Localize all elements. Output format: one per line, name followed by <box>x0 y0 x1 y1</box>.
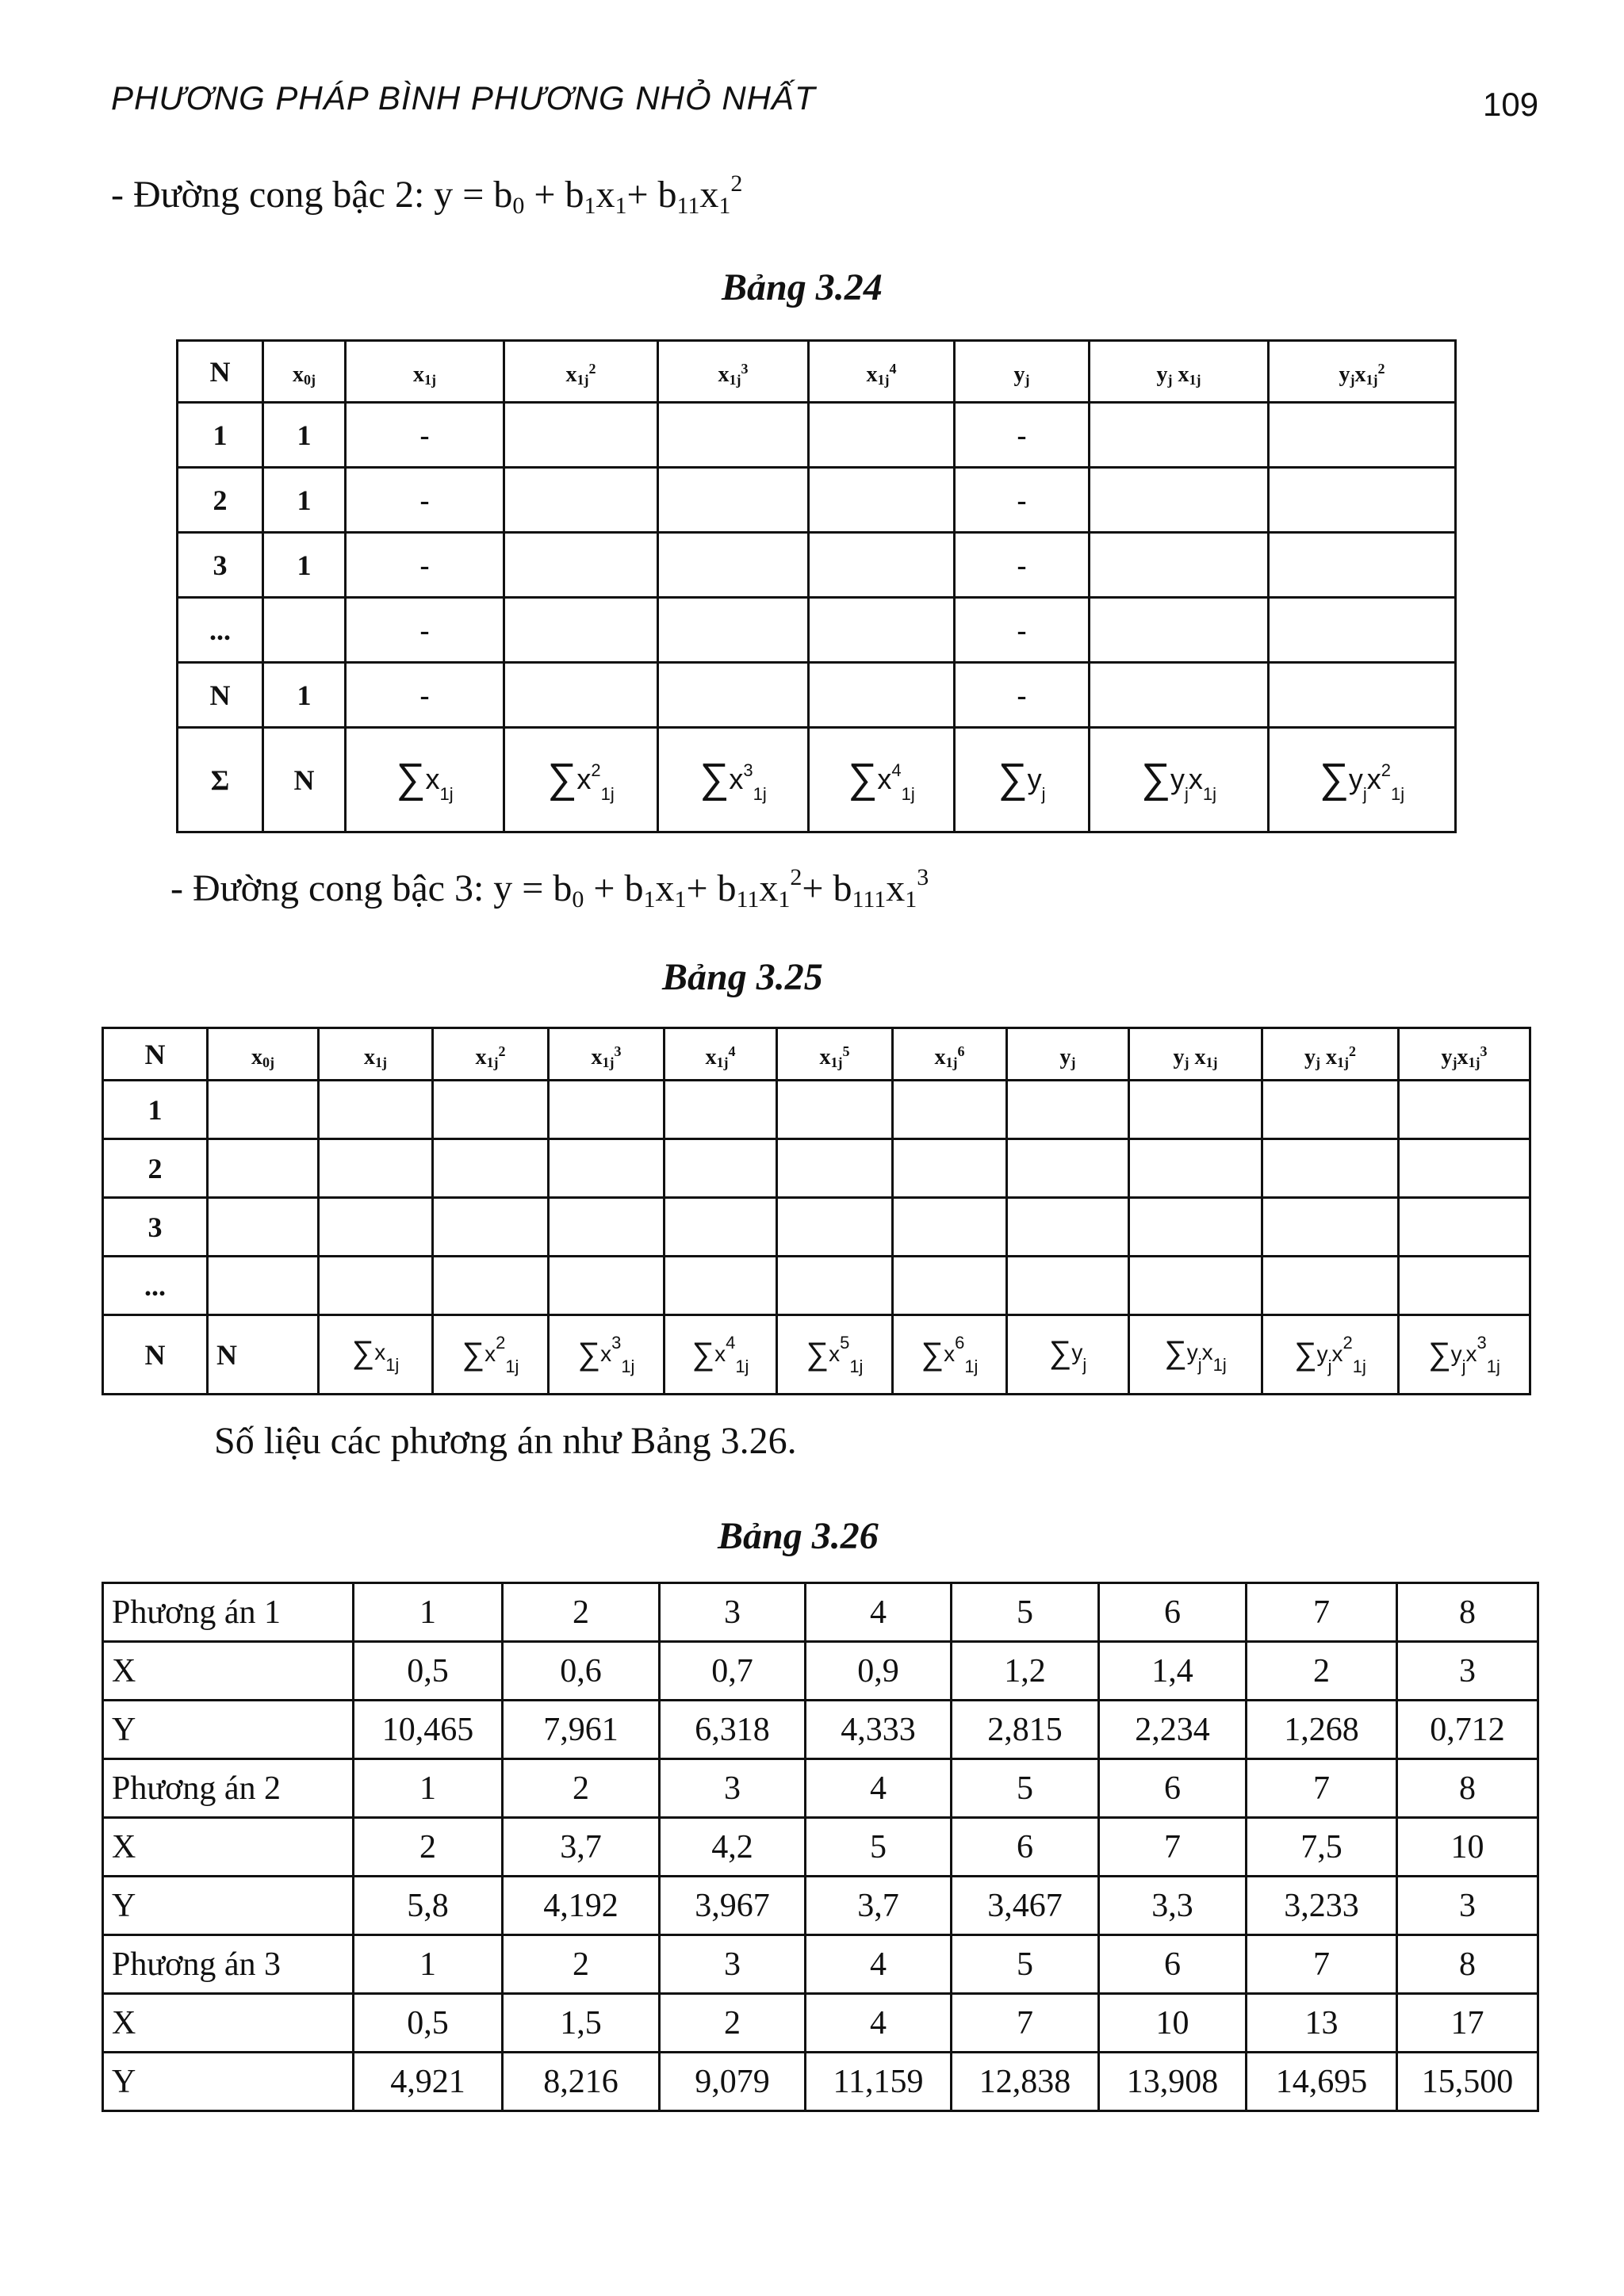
table-cell <box>208 1139 319 1198</box>
table-cell: 4,192 <box>503 1877 660 1935</box>
table-cell: 1,2 <box>952 1642 1099 1701</box>
table-cell: 4 <box>806 1583 952 1642</box>
table-cell <box>1399 1198 1530 1257</box>
table-cell <box>1090 468 1269 533</box>
table-cell: 2 <box>354 1818 503 1877</box>
running-title: PHƯƠNG PHÁP BÌNH PHƯƠNG NHỎ NHẤT <box>111 79 816 117</box>
table-cell: 6 <box>1099 1759 1247 1818</box>
table-cell: Y <box>103 2053 354 2111</box>
table-cell: 5 <box>806 1818 952 1877</box>
table-cell <box>1262 1198 1399 1257</box>
table-cell: 7 <box>1247 1583 1397 1642</box>
table-cell: 2 <box>503 1583 660 1642</box>
table-cell <box>433 1139 549 1198</box>
table-cell <box>504 663 658 728</box>
table-cell: 13,908 <box>1099 2053 1247 2111</box>
table-cell: 8 <box>1397 1935 1538 1994</box>
table-cell: 1,4 <box>1099 1642 1247 1701</box>
table-cell <box>658 598 809 663</box>
table-cell: 4 <box>806 1935 952 1994</box>
header-cell: $x_{0j}$ <box>208 1028 319 1081</box>
header-cell: $x_{1j}^4$ <box>665 1028 777 1081</box>
table-cell: 4 <box>806 1994 952 2053</box>
table-header-row <box>103 1028 1530 1081</box>
sum-cell: $\sum x^5_{1j}$ <box>777 1315 893 1395</box>
table-row <box>178 403 1456 468</box>
table-cell: Phương án 1 <box>103 1583 354 1642</box>
table-row <box>103 1583 1538 1642</box>
table-cell: 5 <box>952 1935 1099 1994</box>
table-cell <box>893 1081 1007 1139</box>
sum-cell: $\sum x_{1j}$ <box>346 728 504 832</box>
table-cell: 2,815 <box>952 1701 1099 1759</box>
table-cell: 17 <box>1397 1994 1538 2053</box>
table-3-25-caption: Bảng 3.25 <box>662 956 823 998</box>
table-cell <box>665 1198 777 1257</box>
header-cell: $x_{0j}$ <box>263 341 346 403</box>
table-cell: 1,5 <box>503 1994 660 2053</box>
table-cell: - <box>955 403 1090 468</box>
table-cell <box>1129 1139 1262 1198</box>
table-cell: 4,2 <box>660 1818 806 1877</box>
table-cell: 12,838 <box>952 2053 1099 2111</box>
table-cell: - <box>346 468 504 533</box>
table-cell: - <box>955 533 1090 598</box>
table-cell: 14,695 <box>1247 2053 1397 2111</box>
sum-cell: $\sum x^4_{1j}$ <box>665 1315 777 1395</box>
table-cell <box>1269 663 1456 728</box>
table-row <box>103 1935 1538 1994</box>
table-cell <box>208 1198 319 1257</box>
table-cell <box>809 403 955 468</box>
table-cell: 2,234 <box>1099 1701 1247 1759</box>
table-cell: - <box>346 663 504 728</box>
header-cell: N <box>103 1028 208 1081</box>
sum-row-label: Σ <box>178 728 263 832</box>
table-cell: 2 <box>503 1935 660 1994</box>
table-row <box>178 663 1456 728</box>
table-cell <box>665 1257 777 1315</box>
table-cell: 1 <box>263 468 346 533</box>
sum-cell: $\sum x^3_{1j}$ <box>658 728 809 832</box>
sum-cell: $\sum y_j$ <box>1007 1315 1129 1395</box>
table-cell: 0,9 <box>806 1642 952 1701</box>
table-cell <box>893 1139 1007 1198</box>
sum-cell: $\sum y_jx_{1j}$ <box>1129 1315 1262 1395</box>
table-cell <box>658 403 809 468</box>
sum-cell: $\sum x^3_{1j}$ <box>549 1315 665 1395</box>
table-cell: 0,5 <box>354 1642 503 1701</box>
table-cell: 3,3 <box>1099 1877 1247 1935</box>
sum-cell: $\sum x_{1j}$ <box>319 1315 433 1395</box>
table-cell <box>893 1257 1007 1315</box>
table-cell <box>1129 1081 1262 1139</box>
table-cell: 7,961 <box>503 1701 660 1759</box>
table-row <box>103 1701 1538 1759</box>
table-cell: Y <box>103 1877 354 1935</box>
table-cell <box>433 1081 549 1139</box>
table-cell: 15,500 <box>1397 2053 1538 2111</box>
table-3-26-caption: Bảng 3.26 <box>718 1515 879 1557</box>
table-cell: 1 <box>263 663 346 728</box>
table-cell: X <box>103 1818 354 1877</box>
table-row <box>178 598 1456 663</box>
table-cell <box>549 1081 665 1139</box>
table-cell <box>658 468 809 533</box>
table-cell: 1 <box>263 533 346 598</box>
sum-row-label: N <box>103 1315 208 1395</box>
page-number: 109 <box>1483 86 1539 123</box>
table-cell <box>433 1257 549 1315</box>
table-cell: 3 <box>660 1583 806 1642</box>
table-header-row <box>178 341 1456 403</box>
table-cell: 0,712 <box>1397 1701 1538 1759</box>
table-row <box>103 1759 1538 1818</box>
table-cell: 13 <box>1247 1994 1397 2053</box>
table-cell: 5 <box>952 1583 1099 1642</box>
table-row <box>103 1642 1538 1701</box>
header-cell: $y_j$ $x_{1j}^2$ <box>1262 1028 1399 1081</box>
table-cell <box>1090 663 1269 728</box>
table-cell: X <box>103 1642 354 1701</box>
table-cell <box>1129 1198 1262 1257</box>
table-cell <box>809 663 955 728</box>
table-cell <box>1269 468 1456 533</box>
table-row <box>103 1081 1530 1139</box>
table-cell <box>1262 1139 1399 1198</box>
table-cell: - <box>346 533 504 598</box>
table-cell: 7 <box>1247 1759 1397 1818</box>
table-cell: 8 <box>1397 1759 1538 1818</box>
sum-row-n: N <box>263 728 346 832</box>
table-cell: 7 <box>952 1994 1099 2053</box>
table-cell <box>208 1257 319 1315</box>
table-cell: ... <box>103 1257 208 1315</box>
header-cell: $y_j$ $x_{1j}$ <box>1090 341 1269 403</box>
header-cell: $y_jx_{1j}^2$ <box>1269 341 1456 403</box>
header-cell: $x_{1j}^4$ <box>809 341 955 403</box>
table-cell <box>1399 1139 1530 1198</box>
table-cell: 11,159 <box>806 2053 952 2111</box>
table-cell: 6 <box>1099 1583 1247 1642</box>
table-cell <box>1090 533 1269 598</box>
table-cell <box>809 468 955 533</box>
table-cell: 10,465 <box>354 1701 503 1759</box>
table-cell <box>777 1198 893 1257</box>
table-cell <box>1399 1081 1530 1139</box>
table-cell: 3,967 <box>660 1877 806 1935</box>
table-cell <box>504 598 658 663</box>
table-cell <box>1007 1081 1129 1139</box>
table-cell: 3 <box>660 1759 806 1818</box>
header-cell: $y_j$ <box>955 341 1090 403</box>
table-cell: Y <box>103 1701 354 1759</box>
table-cell <box>263 598 346 663</box>
table-cell <box>319 1139 433 1198</box>
sum-cell: $\sum y_jx^2_{1j}$ <box>1262 1315 1399 1395</box>
table-row <box>178 533 1456 598</box>
table-cell: 1 <box>354 1583 503 1642</box>
table-cell: 4 <box>806 1759 952 1818</box>
header-cell: $x_{1j}$ <box>319 1028 433 1081</box>
quadratic-curve-equation: - Đường cong bậc 2: $y = b_0 + b_1x_1+ b_{11}x_1^2$ <box>111 170 743 219</box>
table-row <box>103 2053 1538 2111</box>
table-cell <box>549 1198 665 1257</box>
table-cell: 1 <box>354 1759 503 1818</box>
table-cell <box>1269 403 1456 468</box>
header-cell: $x_{1j}^3$ <box>549 1028 665 1081</box>
header-cell: $x_{1j}^2$ <box>504 341 658 403</box>
table-cell <box>1090 403 1269 468</box>
header-cell: $y_jx_{1j}^3$ <box>1399 1028 1530 1081</box>
table-cell <box>777 1139 893 1198</box>
table-cell <box>1090 598 1269 663</box>
table-cell <box>777 1081 893 1139</box>
sum-cell: $\sum y_jx_{1j}$ <box>1090 728 1269 832</box>
table-cell: N <box>178 663 263 728</box>
table-cell: 3 <box>1397 1877 1538 1935</box>
table-cell: 7 <box>1099 1818 1247 1877</box>
table-cell: 3 <box>103 1198 208 1257</box>
table-cell <box>809 598 955 663</box>
table-cell: - <box>346 598 504 663</box>
table-cell: 0,7 <box>660 1642 806 1701</box>
table-cell <box>665 1139 777 1198</box>
table-cell <box>1129 1257 1262 1315</box>
table-cell: ... <box>178 598 263 663</box>
table-cell: 7,5 <box>1247 1818 1397 1877</box>
table-cell: 6 <box>952 1818 1099 1877</box>
table-cell <box>319 1257 433 1315</box>
table-row <box>103 1818 1538 1877</box>
table-cell: 6 <box>1099 1935 1247 1994</box>
sum-cell: $\sum x^6_{1j}$ <box>893 1315 1007 1395</box>
table-cell: 3 <box>178 533 263 598</box>
table-cell <box>549 1257 665 1315</box>
table-cell: 1 <box>354 1935 503 1994</box>
table-cell: 8,216 <box>503 2053 660 2111</box>
table-cell <box>1007 1257 1129 1315</box>
table-cell <box>549 1139 665 1198</box>
table-cell: - <box>955 663 1090 728</box>
header-cell: $x_{1j}^6$ <box>893 1028 1007 1081</box>
table-cell <box>504 468 658 533</box>
sum-row-n: N <box>208 1315 319 1395</box>
table-row <box>103 1198 1530 1257</box>
table-cell: X <box>103 1994 354 2053</box>
cubic-curve-equation: - Đường cong bậc 3: $y = b_0 + b_1x_1+ b_{11}x_1^2+ b_{111}x_1^3$ <box>170 864 929 913</box>
table-cell: 5,8 <box>354 1877 503 1935</box>
table-cell <box>809 533 955 598</box>
table-cell: 1 <box>178 403 263 468</box>
table-row <box>103 1139 1530 1198</box>
sum-cell: $\sum x^2_{1j}$ <box>433 1315 549 1395</box>
table-cell: 2 <box>178 468 263 533</box>
table-cell: Phương án 3 <box>103 1935 354 1994</box>
table-cell: 6,318 <box>660 1701 806 1759</box>
table-cell <box>1269 598 1456 663</box>
table-cell: 0,5 <box>354 1994 503 2053</box>
header-cell: $y_j$ <box>1007 1028 1129 1081</box>
table-cell: 1,268 <box>1247 1701 1397 1759</box>
table-cell: 1 <box>263 403 346 468</box>
sum-cell: $\sum y_jx^2_{1j}$ <box>1269 728 1456 832</box>
sum-cell: $\sum x^4_{1j}$ <box>809 728 955 832</box>
header-cell: $x_{1j}^2$ <box>433 1028 549 1081</box>
table-cell <box>1007 1198 1129 1257</box>
table-3-26 <box>102 1582 1539 2112</box>
table-cell <box>504 403 658 468</box>
table-cell: 3 <box>660 1935 806 1994</box>
table-cell: 3,7 <box>806 1877 952 1935</box>
header-cell: $x_{1j}^5$ <box>777 1028 893 1081</box>
header-cell: $x_{1j}$ <box>346 341 504 403</box>
table-cell <box>1262 1257 1399 1315</box>
table-cell <box>893 1198 1007 1257</box>
table-3-25 <box>102 1027 1531 1395</box>
table-row <box>178 468 1456 533</box>
table-cell: 3,7 <box>503 1818 660 1877</box>
table-cell: 2 <box>660 1994 806 2053</box>
table-3-24-caption: Bảng 3.24 <box>722 266 883 308</box>
table-cell <box>319 1198 433 1257</box>
table-row <box>103 1994 1538 2053</box>
table-cell: 10 <box>1397 1818 1538 1877</box>
table-cell <box>208 1081 319 1139</box>
table-cell: 2 <box>103 1139 208 1198</box>
sum-cell: $\sum y_j$ <box>955 728 1090 832</box>
table-cell: 10 <box>1099 1994 1247 2053</box>
header-cell: N <box>178 341 263 403</box>
table-row <box>103 1257 1530 1315</box>
table-cell <box>504 533 658 598</box>
table-cell: 8 <box>1397 1583 1538 1642</box>
table-cell <box>1007 1139 1129 1198</box>
table-cell: 3,467 <box>952 1877 1099 1935</box>
header-cell: $y_j$ $x_{1j}$ <box>1129 1028 1262 1081</box>
table-cell: 3 <box>1397 1642 1538 1701</box>
table-cell <box>1399 1257 1530 1315</box>
table-cell: 4,921 <box>354 2053 503 2111</box>
header-cell: $x_{1j}^3$ <box>658 341 809 403</box>
table-cell <box>1269 533 1456 598</box>
table-cell: 2 <box>503 1759 660 1818</box>
sum-row <box>178 728 1456 832</box>
table-cell: 1 <box>103 1081 208 1139</box>
table-cell: - <box>955 598 1090 663</box>
table-cell: 9,079 <box>660 2053 806 2111</box>
table-3-24 <box>176 339 1457 833</box>
table-cell: 2 <box>1247 1642 1397 1701</box>
sum-cell: $\sum x^2_{1j}$ <box>504 728 658 832</box>
table-cell: 3,233 <box>1247 1877 1397 1935</box>
table-cell: Phương án 2 <box>103 1759 354 1818</box>
table-row <box>103 1877 1538 1935</box>
table-cell <box>665 1081 777 1139</box>
table-cell: 5 <box>952 1759 1099 1818</box>
table-cell <box>777 1257 893 1315</box>
data-intro-sentence: Số liệu các phương án như Bảng 3.26. <box>214 1420 797 1462</box>
table-cell: - <box>346 403 504 468</box>
sum-cell: $\sum y_jx^3_{1j}$ <box>1399 1315 1530 1395</box>
table-cell <box>658 663 809 728</box>
table-cell: - <box>955 468 1090 533</box>
table-cell: 4,333 <box>806 1701 952 1759</box>
table-cell <box>433 1198 549 1257</box>
table-cell: 7 <box>1247 1935 1397 1994</box>
sum-row <box>103 1315 1530 1395</box>
table-cell <box>319 1081 433 1139</box>
table-cell: 0,6 <box>503 1642 660 1701</box>
table-cell <box>1262 1081 1399 1139</box>
table-cell <box>658 533 809 598</box>
